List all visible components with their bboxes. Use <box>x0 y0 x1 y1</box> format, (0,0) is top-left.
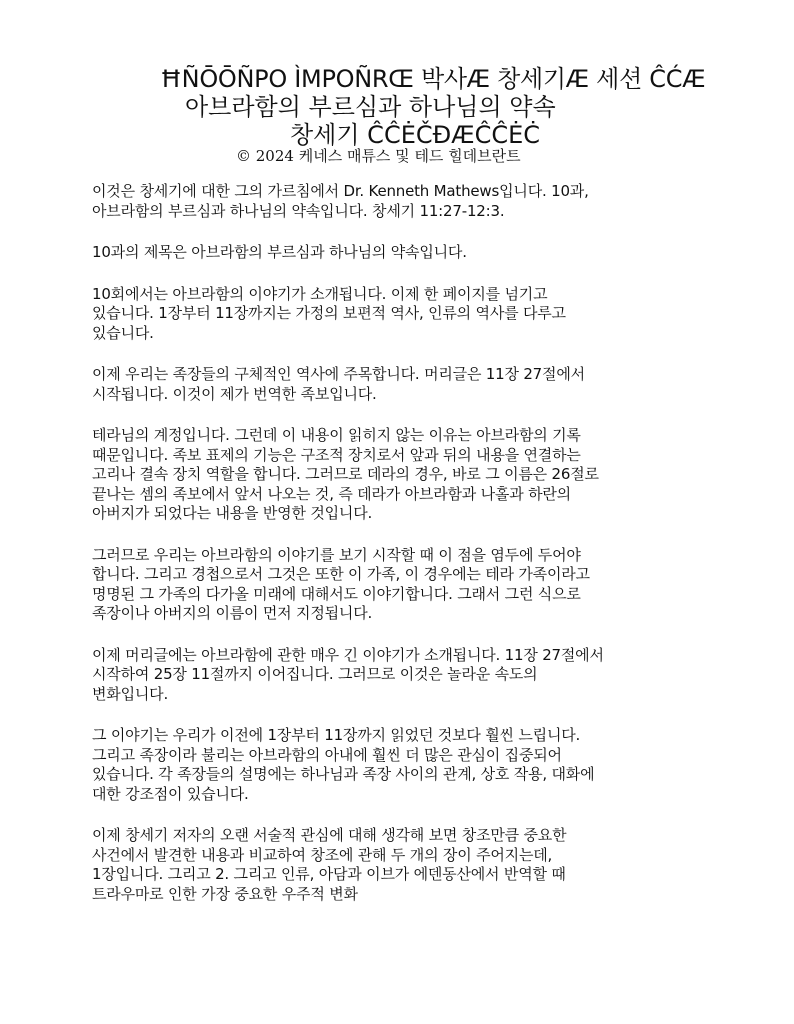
paragraph-line: 이제 머리글에는 아브라함에 관한 매우 긴 이야기가 소개됩니다. 11장 27절에서 <box>92 645 604 664</box>
paragraph-line: 족장이나 아버지의 이름이 먼저 지정됩니다. <box>92 604 373 622</box>
paragraph-line: 그러므로 우리는 아브라함의 이야기를 보기 시작할 때 이 점을 염두에 두어야 <box>92 545 581 564</box>
paragraph <box>92 726 702 804</box>
paragraph-line: 대한 강조점이 있습니다. <box>92 784 249 803</box>
paragraph-line: 사건에서 발견한 내용과 비교하여 창조에 관해 두 개의 장이 주어지는데, <box>92 845 553 864</box>
paragraph-line: 때문입니다. 족보 표제의 기능은 구조적 장치로서 앞과 뒤의 내용을 연결하는 <box>92 445 581 464</box>
paragraph <box>92 182 702 221</box>
paragraph <box>92 646 702 705</box>
paragraph-line: 그 이야기는 우리가 이전에 1장부터 11장까지 읽었던 것보다 훨씬 느립니다. <box>92 726 581 744</box>
paragraph-line: 변화입니다. <box>92 684 169 703</box>
paragraph-line: 아브라함의 부르심과 하나님의 약속입니다. 창세기 11:27-12:3. <box>92 201 505 220</box>
paragraph-line: 시작하여 25장 11절까지 이어집니다. 그러므로 이것은 놀라운 속도의 <box>92 665 538 683</box>
paragraph-line: 있습니다. 1장부터 11장까지는 가정의 보편적 역사, 인류의 역사를 다루고 <box>92 304 566 322</box>
paragraph-line: 이제 우리는 족장들의 구체적인 역사에 주목합니다. 머리글은 11장 27절에서 <box>92 365 585 383</box>
paragraph-line: 그리고 족장이라 불리는 아브라함의 아내에 훨씬 더 많은 관심이 집중되어 <box>92 745 562 764</box>
document-body <box>92 182 702 926</box>
paragraph-line: 10과의 제목은 아브라함의 부르심과 하나님의 약속입니다. <box>92 243 467 261</box>
paragraph-line: 아버지가 되었다는 내용을 반영한 것입니다. <box>92 504 373 522</box>
paragraph-line: 명명된 그 가족의 다가올 미래에 대해서도 이야기합니다. 그래서 그런 식으로 <box>92 584 581 603</box>
paragraph-line: 트라우마로 인한 가장 중요한 우주적 변화 <box>92 884 358 903</box>
title-line-1: ĦÑŌŌÑPO ÌMPOÑRŒ 박사Æ 창세기Æ 세션 ĈĆÆ <box>160 65 706 93</box>
copyright-notice: © 2024 케네스 매튜스 및 테드 힐데브란트 <box>236 147 521 165</box>
paragraph-line: 있습니다. <box>92 323 154 342</box>
title-line-3: 창세기 ĈĈĖČĐÆĈĈĖĊ <box>290 121 541 149</box>
paragraph-line: 이제 창세기 저자의 오랜 서술적 관심에 대해 생각해 보면 창조만큼 중요한 <box>92 826 567 844</box>
paragraph-line: 테라님의 계정입니다. 그런데 이 내용이 읽히지 않는 이유는 아브라함의 기록 <box>92 426 581 444</box>
paragraph <box>92 365 702 404</box>
paragraph <box>92 426 702 524</box>
paragraph-line: 10회에서는 아브라함의 이야기가 소개됩니다. 이제 한 페이지를 넘기고 <box>92 284 548 303</box>
paragraph-line: 합니다. 그리고 경첩으로서 그것은 또한 이 가족, 이 경우에는 테라 가족이라고 <box>92 565 590 583</box>
paragraph-line: 끝나는 셈의 족보에서 앞서 나오는 것, 즉 데라가 아브라함과 나홀과 하란의 <box>92 484 571 503</box>
paragraph <box>92 546 702 624</box>
paragraph-line: 고리나 결속 장치 역할을 합니다. 그러므로 데라의 경우, 바로 그 이름은 26절로 <box>92 465 599 483</box>
paragraph-line: 이것은 창세기에 대한 그의 가르침에서 Dr. Kenneth Mathews입니다. 10과, <box>92 182 589 200</box>
paragraph <box>92 243 702 263</box>
paragraph-line: 1장입니다. 그리고 2. 그리고 인류, 아담과 이브가 에덴동산에서 반역할 때 <box>92 865 566 883</box>
paragraph-line: 시작됩니다. 이것이 제가 번역한 족보입니다. <box>92 384 377 403</box>
title-line-2: 아브라함의 부르심과 하나님의 약속 <box>185 93 556 121</box>
paragraph <box>92 285 702 344</box>
paragraph <box>92 826 702 904</box>
paragraph-line: 있습니다. 각 족장들의 설명에는 하나님과 족장 사이의 관계, 상호 작용, 대화에 <box>92 765 595 783</box>
